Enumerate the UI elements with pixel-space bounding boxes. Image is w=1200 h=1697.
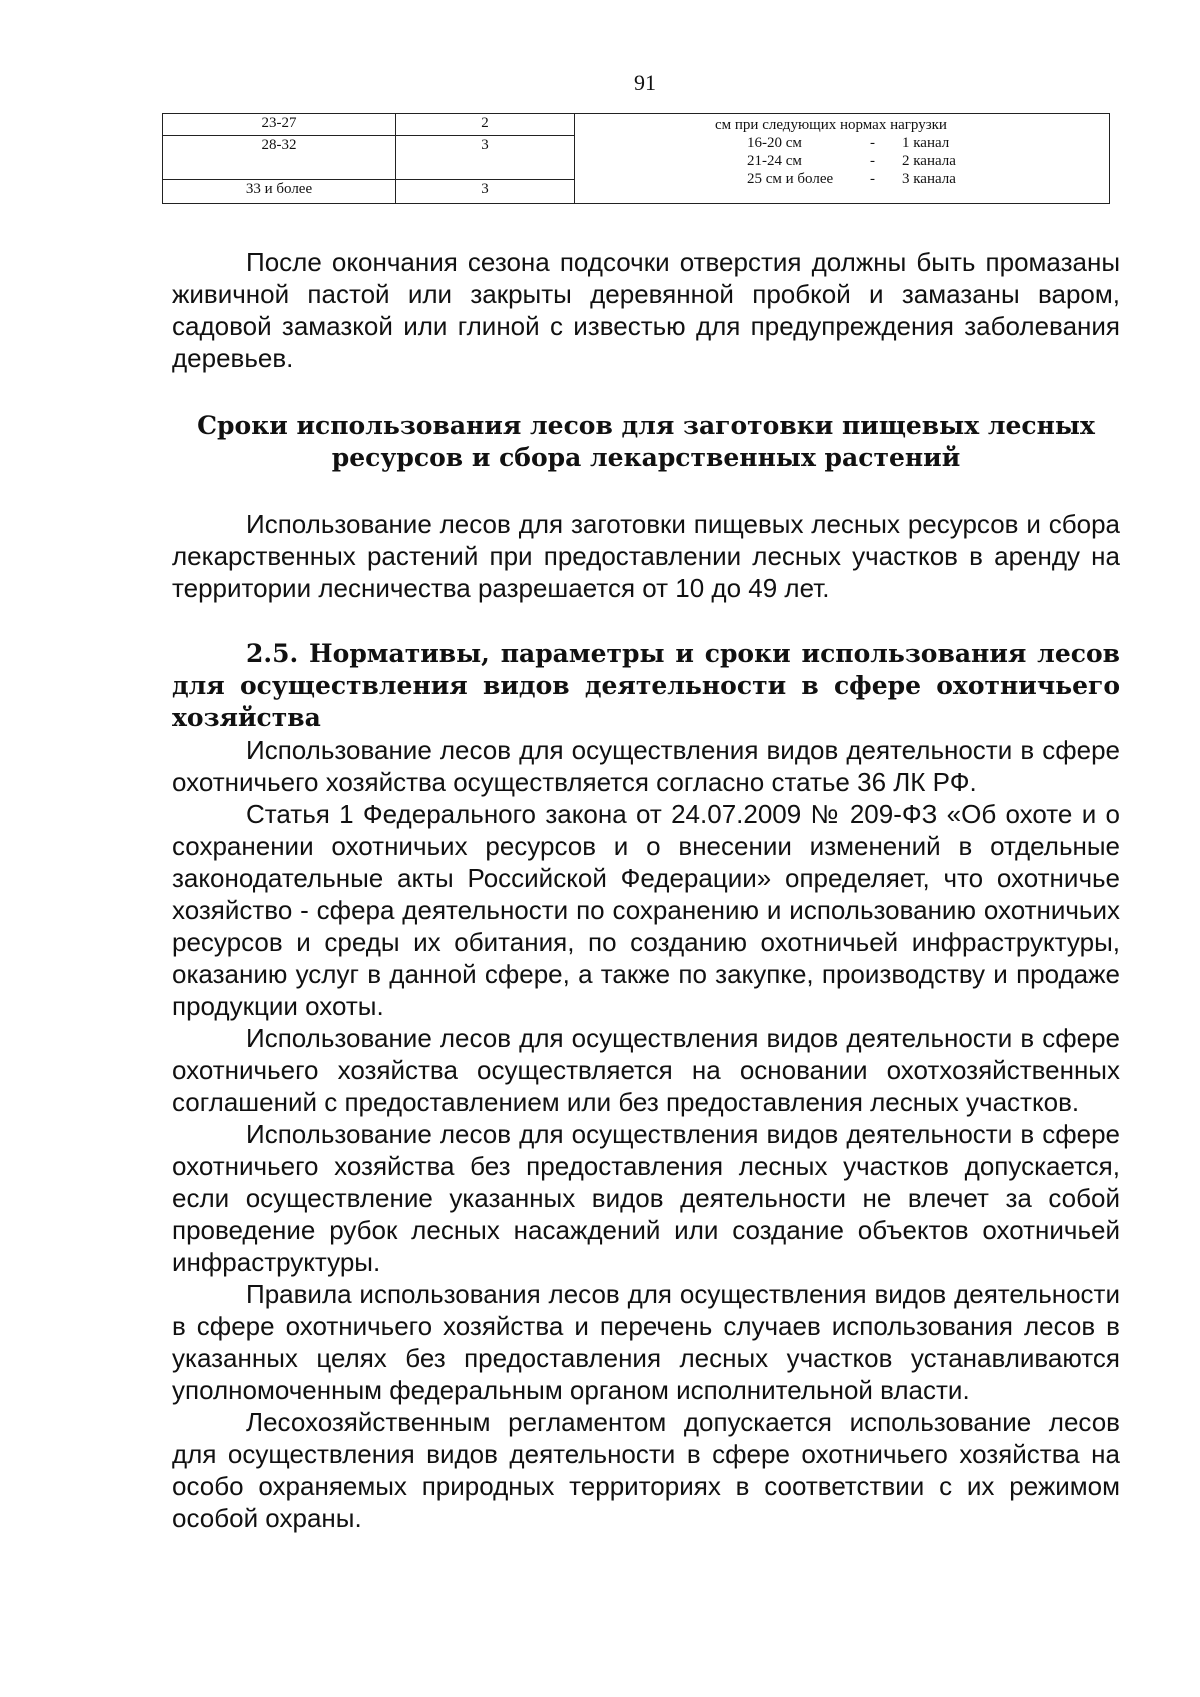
text-block xyxy=(172,734,1120,1534)
norm-range: 25 см и более xyxy=(747,171,834,187)
paragraph: Правила использования лесов для осуществления видов деятельности в сфере охотничьего хозяйства и перечень случаев использования лесов в указанных целях без предоставления лесных участков устанавливаются уполномоченным федеральным органом исполнительной власти. xyxy=(172,1279,1120,1405)
paragraph: Статья 1 Федерального закона от 24.07.2009 № 209-ФЗ «Об охоте и о сохранении охотничьих ресурсов и о внесении изменений в отдельные законодательные акты Российской Федерации» определяет, что охотничье хозяйство - сфера деятельности по сохранению и использованию охотничьих ресурсов и среды их обитания, по созданию охотничьей инфраструктуры, оказанию услуг в данной сфере, а также по закупке, производству и продаже продукции охоты. xyxy=(172,799,1120,1021)
norm-dash: - xyxy=(870,153,875,169)
norm-channels: 1 канал xyxy=(902,135,950,151)
text-block xyxy=(172,246,1120,374)
table-cell-range: 33 и более xyxy=(163,180,396,204)
table-cell-count: 2 xyxy=(396,114,575,136)
paragraph: Лесохозяйственным регламентом допускается использование лесов для осуществления видов деятельности в сфере охотничьего хозяйства на особо охраняемых природных территориях в соответствии с их режимом особой охраны. xyxy=(172,1407,1120,1533)
norm-dash: - xyxy=(870,135,875,151)
paragraph: Использование лесов для заготовки пищевых лесных ресурсов и сбора лекарственных растений при предоставлении лесных участков в аренду на территории лесничества разрешается от 10 до 49 лет. xyxy=(172,509,1120,603)
section-heading: 2.5. Нормативы, параметры и сроки использования лесов для осуществления видов деятельности в сфере охотничьего хозяйства xyxy=(172,639,1120,732)
table-row xyxy=(163,114,1110,136)
norm-channels: 3 канала xyxy=(902,171,956,187)
table-cell-range: 23-27 xyxy=(163,114,396,136)
norm-row xyxy=(575,134,1109,152)
table-note-cell xyxy=(575,114,1110,204)
paragraph: Использование лесов для осуществления видов деятельности в сфере охотничьего хозяйства осуществляется на основании охотхозяйственных соглашений с предоставлением или без предоставления лесных участков. xyxy=(172,1023,1120,1117)
paragraph: После окончания сезона подсочки отверстия должны быть промазаны живичной пастой или закрыты деревянной пробкой и замазаны варом, садовой замазкой или глиной с известью для предупреждения заболевания деревьев. xyxy=(172,247,1120,373)
page-number: 91 xyxy=(634,70,656,95)
norm-row xyxy=(575,170,1109,188)
section-heading-block xyxy=(172,410,1120,474)
table-note-title: см при следующих нормах нагрузки xyxy=(715,117,947,133)
table-cell-count: 3 xyxy=(396,180,575,204)
norm-range: 21-24 см xyxy=(747,153,802,169)
paragraph: Использование лесов для осуществления видов деятельности в сфере охотничьего хозяйства без предоставления лесных участков допускается, если осуществление указанных видов деятельности не влечет за собой проведение рубок лесных насаждений или создание объектов охотничьей инфраструктуры. xyxy=(172,1119,1120,1277)
norm-channels: 2 канала xyxy=(902,153,956,169)
section-heading-block xyxy=(172,638,1120,734)
table-cell-range: 28-32 xyxy=(163,136,396,180)
text-block xyxy=(172,508,1120,604)
norms-table xyxy=(162,113,1110,204)
paragraph: Использование лесов для осуществления видов деятельности в сфере охотничьего хозяйства осуществляется согласно статье 36 ЛК РФ. xyxy=(172,735,1120,797)
norm-dash: - xyxy=(870,171,875,187)
section-heading: Сроки использования лесов для заготовки пищевых лесных ресурсов и сбора лекарственных растений xyxy=(197,411,1095,472)
norm-range: 16-20 см xyxy=(747,135,802,151)
norm-row xyxy=(575,152,1109,170)
table-cell-count: 3 xyxy=(396,136,575,180)
